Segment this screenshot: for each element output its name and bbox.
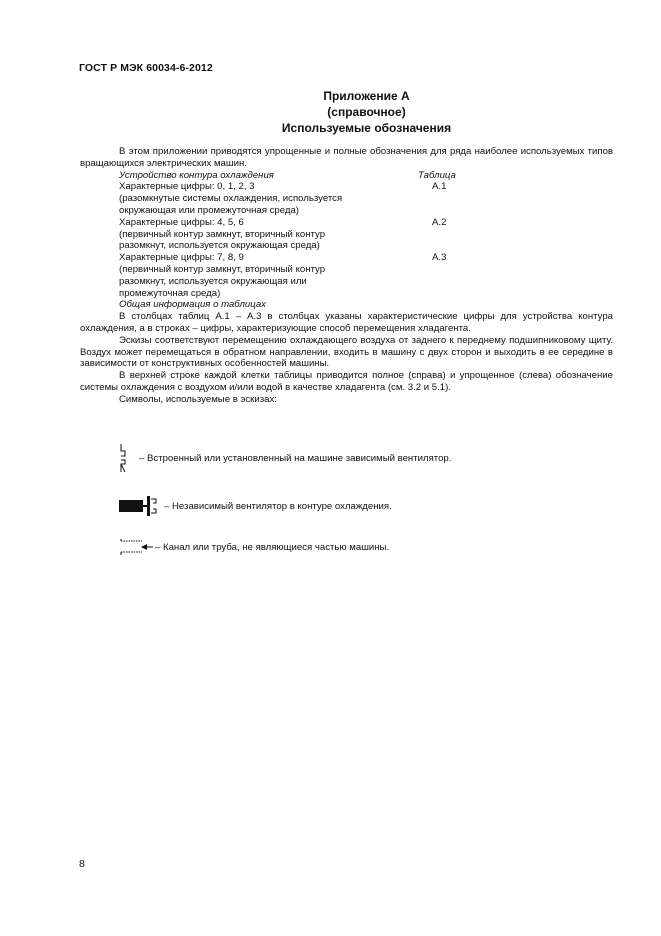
list-item: [80, 217, 613, 229]
paragraph-symbols-intro: Символы, используемые в эскизах:: [119, 393, 277, 405]
list-header-left: Устройство контура охлаждения: [119, 169, 274, 181]
group-line: Характерные цифры: 0, 1, 2, 3: [119, 181, 255, 193]
symbol-desc: – Встроенный или установленный на машине зависимый вентилятор.: [139, 452, 452, 464]
table-ref: А.2: [432, 216, 447, 228]
page-number: 8: [79, 858, 85, 870]
document-header: ГОСТ Р МЭК 60034-6-2012: [79, 62, 213, 74]
list-header-row: [80, 170, 613, 182]
symbol-row-built-in-fan: [118, 443, 451, 473]
intro-paragraph: В этом приложении приводятся упрощенные и полные обозначения для ряда наиболее используемых типов вращающихся электрических машин.: [80, 146, 613, 169]
group-line: окружающая или промежуточная среда): [119, 204, 299, 216]
independent-fan-icon: [118, 493, 162, 519]
list-item: [80, 181, 613, 193]
body-text: [80, 146, 613, 406]
table-ref: А.1: [432, 181, 447, 193]
group-line: промежуточная среда): [119, 287, 221, 299]
table-ref: А.3: [432, 252, 447, 264]
built-in-fan-icon: [118, 443, 138, 473]
group-line: (первичный контур замкнут, вторичный контур: [119, 228, 326, 240]
appendix-heading: Используемые обозначения: [281, 121, 452, 135]
group-1: [80, 181, 613, 216]
symbol-row-independent-fan: [118, 493, 392, 519]
symbol-row-duct: [120, 537, 389, 557]
appendix-title: Приложение А: [323, 89, 410, 103]
appendix-title-block: [80, 88, 613, 136]
group-line: (разомкнутые системы охлаждения, используется: [119, 193, 343, 205]
paragraph-columns: В столбцах таблиц А.1 – А.3 в столбцах указаны характеристические цифры для устройства контура охлаждения, а в строках – цифры, характеризующие способ перемещения хладагента.: [80, 311, 613, 334]
general-info-heading: Общая информация о таблицах: [119, 299, 266, 311]
group-2: [80, 217, 613, 252]
list-header-right: Таблица: [418, 169, 456, 181]
paragraph-top-row: В верхней строке каждой клетки таблицы приводится полное (справа) и упрощенное (слева) обозначение системы охлаждения с воздухом и/или водой в качестве хладагента (см. 3.2 и 5.1).: [80, 370, 613, 393]
group-line: разомкнут, используется окружающая среда): [119, 240, 320, 252]
symbol-desc: – Канал или труба, не являющиеся частью машины.: [155, 541, 390, 553]
group-line: Характерные цифры: 4, 5, 6: [119, 216, 244, 228]
symbol-desc: – Независимый вентилятор в контуре охлаждения.: [164, 500, 392, 512]
list-item: [80, 252, 613, 264]
group-line: (первичный контур замкнут, вторичный контур: [119, 263, 326, 275]
group-line: разомкнут, используется окружающая или: [119, 275, 307, 287]
group-3: [80, 252, 613, 299]
paragraph-sketches: Эскизы соответствуют перемещению охлаждающего воздуха от заднего к переднему подшипниковому щиту. Воздух может перемещаться в обратном направлении, входить в машину с двух сторон и выходить в ее середине в зависимости от конструктивных особенностей машины.: [80, 334, 613, 370]
group-line: Характерные цифры: 7, 8, 9: [119, 252, 244, 264]
duct-arrow-icon: [120, 537, 154, 557]
appendix-subtitle: (справочное): [327, 105, 406, 119]
